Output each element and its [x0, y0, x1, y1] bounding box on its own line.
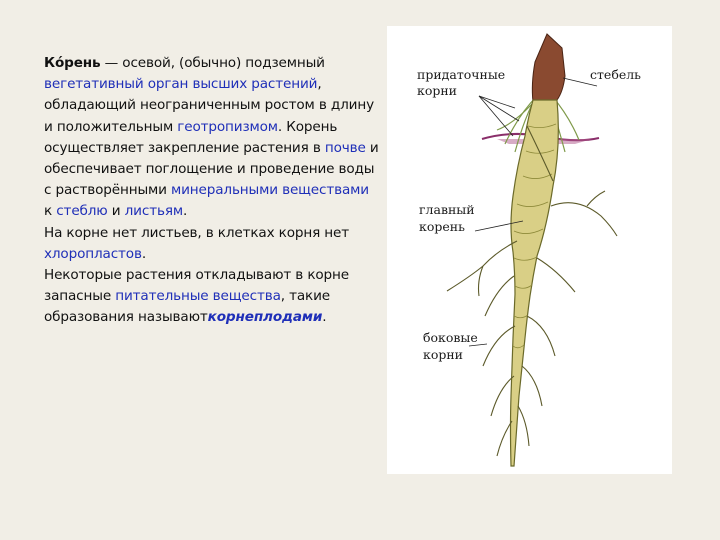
link-higher-plants[interactable]: высших растений — [192, 76, 318, 93]
label-main-root-1: главный — [419, 202, 475, 217]
text-segment: Некоторые растения откладывают в корне запасные — [44, 267, 349, 305]
text-segment: , такие образования называют — [44, 288, 331, 326]
text-segment: . — [182, 203, 188, 220]
text-segment: и — [107, 203, 125, 220]
link-root-crops[interactable]: корнеплодами — [207, 309, 323, 326]
label-adventitious-roots-2: корни — [417, 83, 458, 98]
text-segment: . — [322, 309, 327, 326]
text-segment: к — [44, 203, 57, 220]
term-root: Ко́рень — [44, 55, 101, 71]
label-stem: стебель — [590, 67, 641, 82]
label-lateral-roots-1: боковые — [423, 330, 478, 345]
paragraph-definition — [44, 53, 379, 223]
label-main-root-2: корень — [419, 219, 465, 234]
text-segment: На корне нет листьев, в клетках корня нет — [44, 224, 350, 241]
link-vegetative-organ[interactable]: вегетативный орган — [44, 76, 189, 93]
link-chloroplasts[interactable]: хлоропластов — [44, 245, 142, 262]
link-soil[interactable]: почве — [324, 139, 366, 156]
text-segment: . — [141, 245, 146, 262]
label-lateral-roots-2: корни — [423, 347, 464, 362]
link-leaves[interactable]: листьям — [124, 203, 183, 220]
root-illustration — [387, 26, 672, 474]
link-geotropism[interactable]: геотропизмом — [177, 118, 278, 135]
main-root-shape — [511, 100, 559, 466]
text-segment: , обладающий неограниченным ростом в длину и положительным — [44, 76, 374, 135]
stem-remnant — [532, 34, 565, 102]
link-nutrients[interactable]: питательные вещества — [115, 288, 281, 305]
paragraph-storage — [44, 265, 379, 329]
label-adventitious-roots-1: придаточные — [417, 67, 506, 82]
link-stem[interactable]: стеблю — [56, 203, 108, 220]
text-segment: и обеспечивает поглощение и проведение воды с растворёнными — [44, 139, 379, 199]
paragraph-no-leaves — [44, 223, 379, 265]
slide-text — [44, 53, 379, 329]
root-diagram — [387, 26, 672, 474]
text-segment: . Корень осуществляет закрепление растения в — [44, 118, 338, 156]
link-minerals[interactable]: минеральными веществами — [171, 182, 369, 199]
text-segment: — осевой, (обычно) подземный — [100, 55, 325, 71]
